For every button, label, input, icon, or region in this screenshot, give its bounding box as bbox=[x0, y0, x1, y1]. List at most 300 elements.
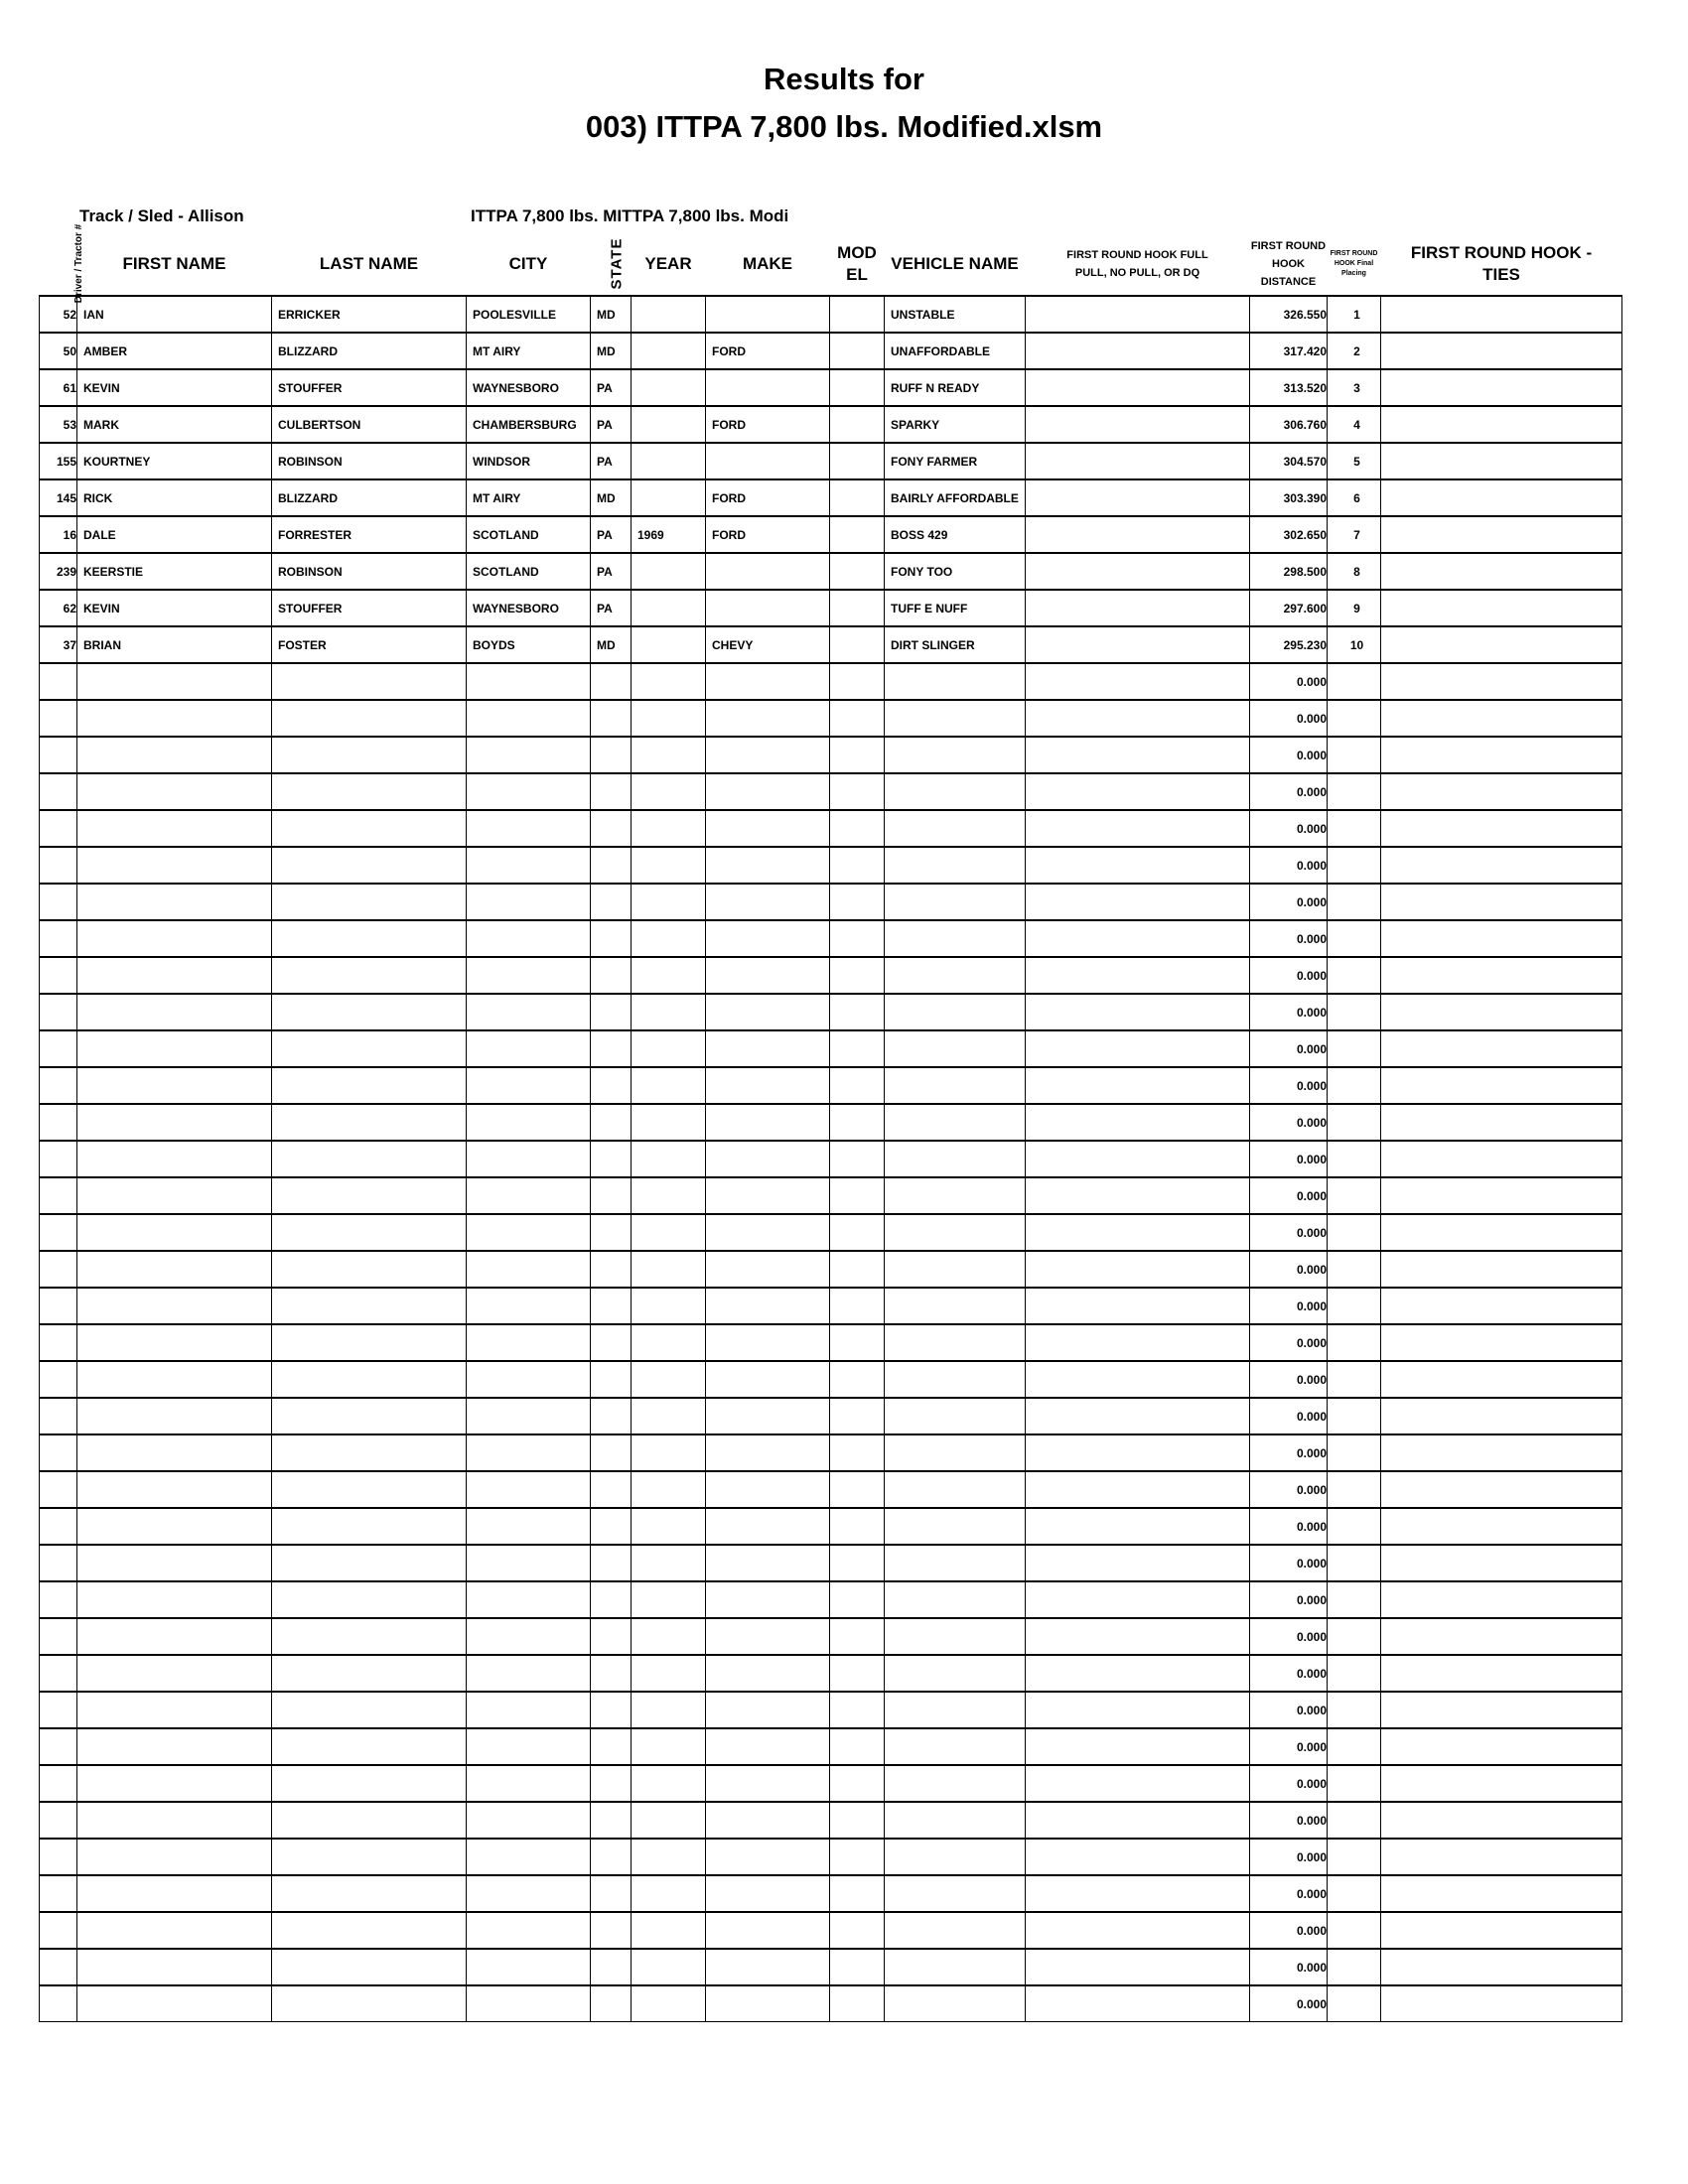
cell-final-placing: 6 bbox=[1328, 479, 1381, 516]
table-row-empty bbox=[40, 737, 1622, 773]
cell-ties bbox=[1381, 1508, 1622, 1545]
cell-hook-distance: 0.000 bbox=[1250, 1030, 1328, 1067]
cell-make bbox=[706, 1030, 830, 1067]
cell-ties bbox=[1381, 957, 1622, 994]
cell-make bbox=[706, 1508, 830, 1545]
cell-state bbox=[591, 1912, 632, 1949]
cell-ties bbox=[1381, 1251, 1622, 1288]
cell-hook-distance: 0.000 bbox=[1250, 847, 1328, 884]
cell-model bbox=[830, 1875, 885, 1912]
cell-driver-number: 50 bbox=[40, 333, 77, 369]
cell-state bbox=[591, 884, 632, 920]
cell-vehicle-name bbox=[885, 994, 1026, 1030]
cell-city bbox=[467, 1581, 591, 1618]
cell-first-name: AMBER bbox=[77, 333, 272, 369]
cell-final-placing: 10 bbox=[1328, 626, 1381, 663]
cell-first-name bbox=[77, 1141, 272, 1177]
cell-hook-result bbox=[1026, 1985, 1250, 2022]
cell-city bbox=[467, 994, 591, 1030]
cell-state: PA bbox=[591, 516, 632, 553]
cell-hook-distance: 297.600 bbox=[1250, 590, 1328, 626]
cell-hook-distance: 306.760 bbox=[1250, 406, 1328, 443]
cell-model bbox=[830, 1324, 885, 1361]
table-row-empty bbox=[40, 1067, 1622, 1104]
cell-state bbox=[591, 1361, 632, 1398]
table-row-empty bbox=[40, 1508, 1622, 1545]
cell-ties bbox=[1381, 1141, 1622, 1177]
cell-final-placing bbox=[1328, 847, 1381, 884]
cell-model bbox=[830, 553, 885, 590]
cell-last-name bbox=[272, 1692, 467, 1728]
results-body bbox=[40, 296, 1622, 2022]
cell-city: MT AIRY bbox=[467, 333, 591, 369]
cell-first-name: RICK bbox=[77, 479, 272, 516]
cell-final-placing bbox=[1328, 957, 1381, 994]
table-row bbox=[40, 406, 1622, 443]
cell-state bbox=[591, 663, 632, 700]
cell-final-placing bbox=[1328, 1324, 1381, 1361]
cell-ties bbox=[1381, 516, 1622, 553]
cell-ties bbox=[1381, 1985, 1622, 2022]
cell-model bbox=[830, 1618, 885, 1655]
cell-last-name: STOUFFER bbox=[272, 369, 467, 406]
cell-hook-distance: 0.000 bbox=[1250, 1875, 1328, 1912]
cell-make: CHEVY bbox=[706, 626, 830, 663]
cell-year bbox=[632, 1581, 706, 1618]
cell-ties bbox=[1381, 737, 1622, 773]
cell-final-placing bbox=[1328, 1508, 1381, 1545]
cell-driver-number: 53 bbox=[40, 406, 77, 443]
cell-make bbox=[706, 1104, 830, 1141]
cell-ties bbox=[1381, 920, 1622, 957]
cell-driver-number: 37 bbox=[40, 626, 77, 663]
cell-ties bbox=[1381, 1030, 1622, 1067]
cell-hook-result bbox=[1026, 847, 1250, 884]
cell-final-placing bbox=[1328, 1581, 1381, 1618]
cell-ties bbox=[1381, 1949, 1622, 1985]
cell-hook-distance: 302.650 bbox=[1250, 516, 1328, 553]
cell-ties bbox=[1381, 1214, 1622, 1251]
cell-final-placing bbox=[1328, 1067, 1381, 1104]
cell-model bbox=[830, 1177, 885, 1214]
cell-hook-distance: 0.000 bbox=[1250, 1765, 1328, 1802]
cell-hook-result bbox=[1026, 1618, 1250, 1655]
cell-driver-number bbox=[40, 1141, 77, 1177]
cell-vehicle-name bbox=[885, 1288, 1026, 1324]
cell-model bbox=[830, 626, 885, 663]
table-row-empty bbox=[40, 773, 1622, 810]
cell-vehicle-name bbox=[885, 1361, 1026, 1398]
cell-vehicle-name bbox=[885, 1545, 1026, 1581]
cell-city bbox=[467, 1361, 591, 1398]
header-state: STATE bbox=[591, 232, 632, 296]
cell-make bbox=[706, 1545, 830, 1581]
cell-hook-result bbox=[1026, 1839, 1250, 1875]
cell-city: SCOTLAND bbox=[467, 516, 591, 553]
cell-state bbox=[591, 1104, 632, 1141]
cell-hook-result bbox=[1026, 1949, 1250, 1985]
cell-state bbox=[591, 773, 632, 810]
cell-make bbox=[706, 1141, 830, 1177]
cell-hook-distance: 0.000 bbox=[1250, 1839, 1328, 1875]
cell-hook-result bbox=[1026, 810, 1250, 847]
cell-state bbox=[591, 700, 632, 737]
page-title-file: 003) ITTPA 7,800 lbs. Modified.xlsm bbox=[585, 109, 1103, 144]
cell-hook-result bbox=[1026, 920, 1250, 957]
cell-vehicle-name bbox=[885, 1618, 1026, 1655]
table-row-empty bbox=[40, 663, 1622, 700]
cell-last-name bbox=[272, 1251, 467, 1288]
cell-city bbox=[467, 700, 591, 737]
cell-year bbox=[632, 296, 706, 333]
cell-driver-number bbox=[40, 1067, 77, 1104]
header-make: MAKE bbox=[706, 232, 830, 296]
cell-model bbox=[830, 1728, 885, 1765]
cell-state bbox=[591, 1545, 632, 1581]
cell-year bbox=[632, 1655, 706, 1692]
cell-vehicle-name bbox=[885, 663, 1026, 700]
cell-last-name bbox=[272, 663, 467, 700]
cell-model bbox=[830, 369, 885, 406]
cell-final-placing bbox=[1328, 1839, 1381, 1875]
cell-driver-number bbox=[40, 1875, 77, 1912]
cell-hook-result bbox=[1026, 773, 1250, 810]
cell-city bbox=[467, 1251, 591, 1288]
cell-model bbox=[830, 296, 885, 333]
table-row bbox=[40, 590, 1622, 626]
cell-driver-number bbox=[40, 1508, 77, 1545]
cell-ties bbox=[1381, 296, 1622, 333]
cell-ties bbox=[1381, 406, 1622, 443]
cell-make bbox=[706, 1288, 830, 1324]
cell-first-name: MARK bbox=[77, 406, 272, 443]
cell-make bbox=[706, 1985, 830, 2022]
cell-vehicle-name bbox=[885, 737, 1026, 773]
cell-year bbox=[632, 626, 706, 663]
cell-hook-result bbox=[1026, 1545, 1250, 1581]
cell-make bbox=[706, 443, 830, 479]
cell-city: CHAMBERSBURG bbox=[467, 406, 591, 443]
table-row-empty bbox=[40, 1728, 1622, 1765]
header-ties: FIRST ROUND HOOK - TIES bbox=[1381, 232, 1622, 296]
cell-last-name: BLIZZARD bbox=[272, 479, 467, 516]
cell-model bbox=[830, 884, 885, 920]
cell-make bbox=[706, 1692, 830, 1728]
cell-vehicle-name bbox=[885, 810, 1026, 847]
cell-hook-result bbox=[1026, 1765, 1250, 1802]
cell-make bbox=[706, 994, 830, 1030]
table-row-empty bbox=[40, 1398, 1622, 1434]
cell-model bbox=[830, 1434, 885, 1471]
cell-hook-distance: 0.000 bbox=[1250, 1618, 1328, 1655]
cell-year bbox=[632, 1692, 706, 1728]
cell-final-placing bbox=[1328, 1214, 1381, 1251]
cell-year bbox=[632, 1288, 706, 1324]
cell-first-name: KEVIN bbox=[77, 369, 272, 406]
cell-ties bbox=[1381, 994, 1622, 1030]
cell-city: POOLESVILLE bbox=[467, 296, 591, 333]
cell-model bbox=[830, 1288, 885, 1324]
cell-first-name bbox=[77, 773, 272, 810]
cell-first-name bbox=[77, 700, 272, 737]
cell-hook-distance: 0.000 bbox=[1250, 1581, 1328, 1618]
cell-hook-distance: 0.000 bbox=[1250, 773, 1328, 810]
cell-first-name bbox=[77, 1324, 272, 1361]
cell-year bbox=[632, 737, 706, 773]
cell-state bbox=[591, 1949, 632, 1985]
cell-vehicle-name bbox=[885, 1104, 1026, 1141]
cell-ties bbox=[1381, 553, 1622, 590]
cell-hook-distance: 0.000 bbox=[1250, 1434, 1328, 1471]
cell-make bbox=[706, 1214, 830, 1251]
cell-year bbox=[632, 590, 706, 626]
cell-ties bbox=[1381, 1545, 1622, 1581]
cell-last-name: FOSTER bbox=[272, 626, 467, 663]
cell-final-placing: 9 bbox=[1328, 590, 1381, 626]
cell-first-name bbox=[77, 1471, 272, 1508]
cell-final-placing bbox=[1328, 1802, 1381, 1839]
cell-model bbox=[830, 1802, 885, 1839]
class-label: ITTPA 7,800 lbs. MITTPA 7,800 lbs. Modi bbox=[471, 206, 789, 225]
cell-model bbox=[830, 810, 885, 847]
cell-first-name bbox=[77, 1434, 272, 1471]
cell-first-name bbox=[77, 884, 272, 920]
cell-hook-result bbox=[1026, 406, 1250, 443]
cell-ties bbox=[1381, 1398, 1622, 1434]
cell-last-name bbox=[272, 884, 467, 920]
cell-driver-number bbox=[40, 1251, 77, 1288]
cell-first-name: IAN bbox=[77, 296, 272, 333]
cell-year bbox=[632, 1324, 706, 1361]
cell-state bbox=[591, 1288, 632, 1324]
cell-vehicle-name bbox=[885, 1655, 1026, 1692]
cell-state bbox=[591, 810, 632, 847]
cell-year bbox=[632, 1728, 706, 1765]
cell-final-placing bbox=[1328, 1288, 1381, 1324]
table-row-empty bbox=[40, 994, 1622, 1030]
cell-hook-result bbox=[1026, 1030, 1250, 1067]
table-row-empty bbox=[40, 1361, 1622, 1398]
cell-ties bbox=[1381, 1655, 1622, 1692]
cell-hook-distance: 0.000 bbox=[1250, 884, 1328, 920]
cell-final-placing: 4 bbox=[1328, 406, 1381, 443]
cell-ties bbox=[1381, 1692, 1622, 1728]
cell-driver-number: 62 bbox=[40, 590, 77, 626]
cell-hook-distance: 0.000 bbox=[1250, 1251, 1328, 1288]
cell-state bbox=[591, 1434, 632, 1471]
cell-last-name bbox=[272, 1912, 467, 1949]
cell-driver-number: 145 bbox=[40, 479, 77, 516]
header-vehicle-name: VEHICLE NAME bbox=[885, 232, 1026, 296]
cell-city bbox=[467, 1508, 591, 1545]
cell-hook-distance: 0.000 bbox=[1250, 1692, 1328, 1728]
cell-year bbox=[632, 884, 706, 920]
cell-city bbox=[467, 1067, 591, 1104]
table-row-empty bbox=[40, 1875, 1622, 1912]
cell-vehicle-name bbox=[885, 1067, 1026, 1104]
cell-final-placing bbox=[1328, 810, 1381, 847]
cell-final-placing bbox=[1328, 1655, 1381, 1692]
cell-driver-number bbox=[40, 1288, 77, 1324]
cell-vehicle-name bbox=[885, 1508, 1026, 1545]
cell-city bbox=[467, 1471, 591, 1508]
cell-model bbox=[830, 1141, 885, 1177]
cell-last-name bbox=[272, 1361, 467, 1398]
cell-last-name bbox=[272, 1398, 467, 1434]
cell-state: PA bbox=[591, 406, 632, 443]
cell-final-placing bbox=[1328, 773, 1381, 810]
cell-driver-number bbox=[40, 1214, 77, 1251]
cell-hook-result bbox=[1026, 296, 1250, 333]
cell-state: PA bbox=[591, 443, 632, 479]
cell-vehicle-name: TUFF E NUFF bbox=[885, 590, 1026, 626]
cell-driver-number bbox=[40, 1324, 77, 1361]
cell-final-placing bbox=[1328, 1875, 1381, 1912]
cell-state bbox=[591, 1324, 632, 1361]
cell-make bbox=[706, 884, 830, 920]
cell-hook-distance: 0.000 bbox=[1250, 1471, 1328, 1508]
cell-model bbox=[830, 1030, 885, 1067]
cell-first-name bbox=[77, 1581, 272, 1618]
cell-driver-number bbox=[40, 1912, 77, 1949]
cell-vehicle-name bbox=[885, 1398, 1026, 1434]
cell-make bbox=[706, 773, 830, 810]
page-title-line1: Results for bbox=[764, 62, 924, 96]
cell-year bbox=[632, 957, 706, 994]
cell-first-name bbox=[77, 1839, 272, 1875]
cell-hook-distance: 0.000 bbox=[1250, 1802, 1328, 1839]
cell-model bbox=[830, 957, 885, 994]
cell-year bbox=[632, 1471, 706, 1508]
cell-last-name bbox=[272, 773, 467, 810]
cell-model bbox=[830, 333, 885, 369]
cell-year bbox=[632, 700, 706, 737]
cell-state bbox=[591, 1398, 632, 1434]
cell-model bbox=[830, 443, 885, 479]
cell-make bbox=[706, 1949, 830, 1985]
cell-final-placing bbox=[1328, 1141, 1381, 1177]
cell-hook-distance: 0.000 bbox=[1250, 700, 1328, 737]
cell-model bbox=[830, 1765, 885, 1802]
header-year: YEAR bbox=[632, 232, 706, 296]
cell-state bbox=[591, 920, 632, 957]
cell-hook-result bbox=[1026, 369, 1250, 406]
cell-hook-result bbox=[1026, 1434, 1250, 1471]
cell-last-name: CULBERTSON bbox=[272, 406, 467, 443]
cell-final-placing: 2 bbox=[1328, 333, 1381, 369]
header-first-name: FIRST NAME bbox=[77, 232, 272, 296]
cell-city bbox=[467, 1618, 591, 1655]
cell-first-name bbox=[77, 1985, 272, 2022]
cell-last-name bbox=[272, 700, 467, 737]
cell-ties bbox=[1381, 1361, 1622, 1398]
cell-last-name bbox=[272, 1104, 467, 1141]
cell-make bbox=[706, 957, 830, 994]
cell-first-name bbox=[77, 1728, 272, 1765]
cell-hook-distance: 0.000 bbox=[1250, 1177, 1328, 1214]
table-row-empty bbox=[40, 1839, 1622, 1875]
cell-driver-number bbox=[40, 1949, 77, 1985]
cell-first-name bbox=[77, 1251, 272, 1288]
cell-state bbox=[591, 1655, 632, 1692]
cell-city bbox=[467, 1214, 591, 1251]
cell-vehicle-name bbox=[885, 1581, 1026, 1618]
cell-city bbox=[467, 1104, 591, 1141]
cell-hook-result bbox=[1026, 1728, 1250, 1765]
cell-hook-result bbox=[1026, 1361, 1250, 1398]
cell-vehicle-name: DIRT SLINGER bbox=[885, 626, 1026, 663]
cell-ties bbox=[1381, 1912, 1622, 1949]
cell-first-name: DALE bbox=[77, 516, 272, 553]
cell-first-name: KEERSTIE bbox=[77, 553, 272, 590]
header-city: CITY bbox=[467, 232, 591, 296]
cell-last-name bbox=[272, 1030, 467, 1067]
cell-model bbox=[830, 663, 885, 700]
results-table bbox=[39, 223, 1622, 2022]
cell-state bbox=[591, 1985, 632, 2022]
cell-city bbox=[467, 1728, 591, 1765]
cell-last-name: STOUFFER bbox=[272, 590, 467, 626]
cell-hook-result bbox=[1026, 1177, 1250, 1214]
cell-driver-number bbox=[40, 957, 77, 994]
cell-state: PA bbox=[591, 553, 632, 590]
cell-final-placing bbox=[1328, 663, 1381, 700]
cell-make bbox=[706, 1802, 830, 1839]
cell-hook-result bbox=[1026, 1251, 1250, 1288]
cell-model bbox=[830, 1251, 885, 1288]
cell-last-name bbox=[272, 1655, 467, 1692]
cell-city bbox=[467, 1949, 591, 1985]
cell-driver-number: 61 bbox=[40, 369, 77, 406]
cell-driver-number bbox=[40, 920, 77, 957]
cell-driver-number bbox=[40, 810, 77, 847]
cell-hook-distance: 0.000 bbox=[1250, 957, 1328, 994]
cell-year bbox=[632, 1141, 706, 1177]
cell-state bbox=[591, 1214, 632, 1251]
cell-state bbox=[591, 1839, 632, 1875]
track-sled-label: Track / Sled - Allison bbox=[79, 206, 244, 225]
cell-hook-distance: 0.000 bbox=[1250, 920, 1328, 957]
cell-driver-number bbox=[40, 737, 77, 773]
cell-year bbox=[632, 1214, 706, 1251]
cell-hook-result bbox=[1026, 590, 1250, 626]
table-row-empty bbox=[40, 920, 1622, 957]
cell-hook-result bbox=[1026, 516, 1250, 553]
cell-year: 1969 bbox=[632, 516, 706, 553]
table-row-empty bbox=[40, 1985, 1622, 2022]
cell-make bbox=[706, 1067, 830, 1104]
cell-hook-distance: 298.500 bbox=[1250, 553, 1328, 590]
cell-vehicle-name: RUFF N READY bbox=[885, 369, 1026, 406]
cell-state bbox=[591, 994, 632, 1030]
cell-make bbox=[706, 1728, 830, 1765]
cell-year bbox=[632, 553, 706, 590]
cell-make bbox=[706, 1177, 830, 1214]
cell-first-name bbox=[77, 737, 272, 773]
cell-hook-distance: 0.000 bbox=[1250, 1104, 1328, 1141]
cell-ties bbox=[1381, 663, 1622, 700]
table-row-empty bbox=[40, 1765, 1622, 1802]
cell-hook-distance: 0.000 bbox=[1250, 737, 1328, 773]
cell-model bbox=[830, 1214, 885, 1251]
cell-year bbox=[632, 1985, 706, 2022]
cell-model bbox=[830, 1361, 885, 1398]
cell-driver-number bbox=[40, 1581, 77, 1618]
cell-driver-number bbox=[40, 1030, 77, 1067]
cell-model bbox=[830, 1692, 885, 1728]
cell-hook-distance: 0.000 bbox=[1250, 1288, 1328, 1324]
cell-driver-number: 155 bbox=[40, 443, 77, 479]
